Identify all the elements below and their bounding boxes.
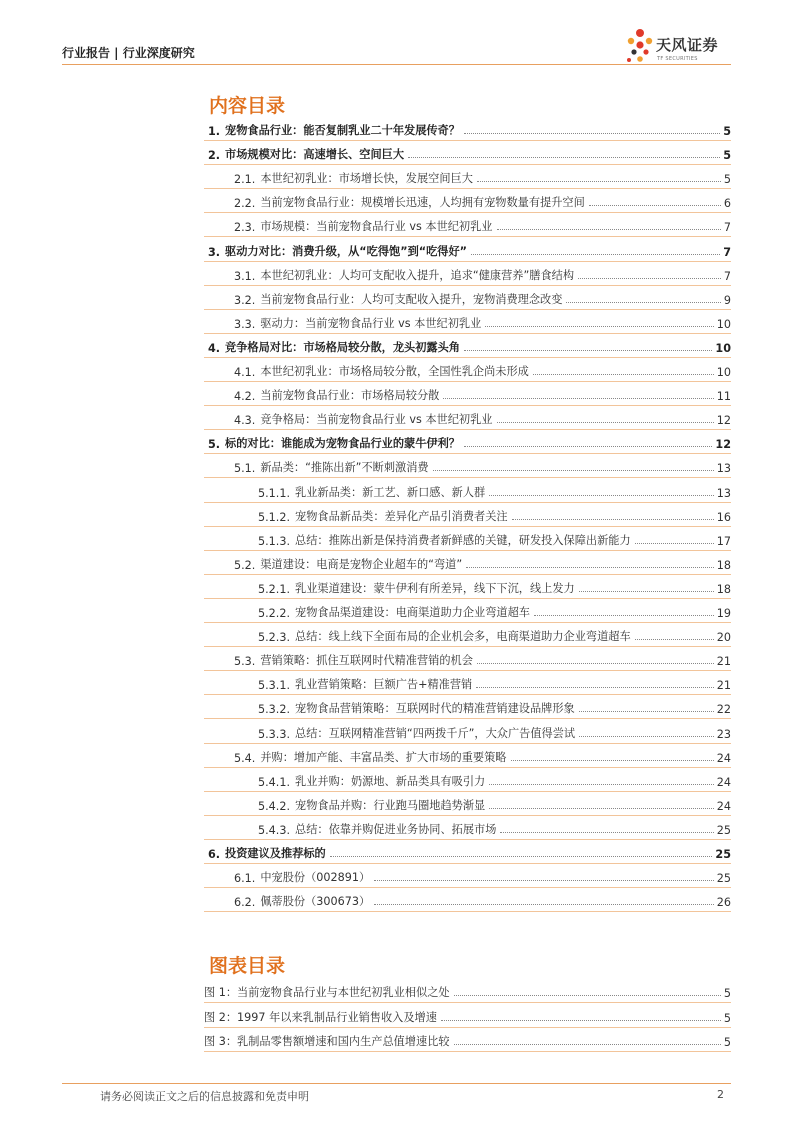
toc-entry-title: 投资建议及推荐标的: [225, 847, 326, 860]
figure-leader-dots: [441, 1020, 721, 1021]
figure-row-separator: [204, 1051, 731, 1052]
toc-row-separator: [204, 333, 731, 334]
toc-row-separator: [204, 574, 731, 575]
toc-entry-page: 12: [715, 438, 731, 452]
toc-leader-dots: [464, 446, 712, 447]
logo-text: 天风证券: [656, 36, 719, 54]
figure-list-title: 图表目录: [209, 955, 286, 977]
toc-entry[interactable]: [208, 433, 731, 451]
toc-row-separator: [204, 309, 731, 310]
toc-row-separator: [204, 767, 731, 768]
toc-entry-page: 18: [716, 582, 731, 596]
toc-entry-page: 10: [716, 317, 731, 331]
toc-entry-number: 5.3.2.: [258, 703, 291, 717]
toc-row-separator: [204, 285, 731, 286]
toc-entry-title: 标的对比：谁能成为宠物食品行业的蒙牛伊利？: [225, 437, 460, 451]
toc-row-separator: [204, 791, 731, 792]
toc-leader-dots: [443, 398, 713, 399]
toc-entry-page: 16: [716, 510, 731, 524]
toc-entry-title: 并购：增加产能、丰富品类、扩大市场的重要策略: [260, 750, 507, 764]
toc-row-separator: [204, 477, 731, 478]
toc-entry[interactable]: [234, 385, 731, 403]
toc-entry-page: 7: [723, 269, 731, 283]
toc-row-separator: [204, 188, 731, 189]
toc-entry-page: 5: [723, 173, 731, 187]
toc-entry-page: 22: [716, 703, 731, 717]
toc-leader-dots: [534, 615, 714, 616]
toc-entry-page: 21: [716, 655, 731, 669]
figure-leader-dots: [454, 1044, 721, 1045]
toc-entry-number: 5.3.3.: [258, 727, 291, 741]
toc-entry[interactable]: [208, 337, 731, 355]
toc-leader-dots: [466, 567, 714, 568]
toc-entry-title: 新品类：“推陈出新”不断刺激消费: [260, 461, 429, 475]
toc-entry-title: 总结：线上线下全面布局的企业机会多，电商渠道助力企业弯道超车: [295, 630, 631, 644]
toc-leader-dots: [476, 687, 714, 688]
logo-subtext: TF SECURITIES: [657, 56, 698, 62]
toc-entry[interactable]: [258, 795, 731, 813]
toc-entry[interactable]: [234, 891, 731, 909]
figure-entry-page: 5: [723, 1036, 731, 1049]
toc-entry-number: 5.2.: [234, 558, 256, 572]
toc-leader-dots: [566, 302, 720, 303]
toc-leader-dots: [408, 157, 720, 158]
toc-entry-number: 5.2.1.: [258, 582, 291, 596]
toc-row-separator: [204, 236, 731, 237]
toc-entry[interactable]: [258, 482, 731, 500]
toc-entry-number: 2.: [208, 149, 221, 163]
toc-entry[interactable]: [208, 144, 731, 162]
toc-entry-number: 2.1.: [234, 173, 256, 187]
toc-entry-title: 本世纪初乳业：市场增长快，发展空间巨大: [260, 172, 473, 186]
toc-row-separator: [204, 646, 731, 647]
toc-leader-dots: [464, 133, 720, 134]
toc-entry-number: 1.: [208, 125, 221, 138]
toc-entry-title: 佩蒂股份（300673）: [260, 895, 371, 909]
toc-leader-dots: [635, 543, 714, 544]
toc-row-separator: [204, 863, 731, 864]
toc-leader-dots: [497, 229, 721, 230]
figure-row-separator: [204, 1002, 731, 1003]
toc-entry-title: 总结：推陈出新是保持消费者新鲜感的关键，研发投入保障出新能力: [295, 533, 631, 547]
toc-leader-dots: [635, 639, 714, 640]
toc-entry-page: 24: [716, 799, 731, 813]
toc-entry-title: 当前宠物食品行业：市场格局较分散: [260, 389, 440, 403]
toc-leader-dots: [578, 278, 721, 279]
toc-row-separator: [204, 261, 731, 262]
toc-entry-title: 本世纪初乳业：市场格局较分散，全国性乳企尚未形成: [260, 365, 529, 378]
toc-row-separator: [204, 598, 731, 599]
toc-leader-dots: [589, 205, 721, 206]
toc-row-separator: [204, 911, 731, 912]
toc-leader-dots: [464, 350, 712, 351]
toc-entry-page: 25: [716, 872, 731, 886]
toc-entry-number: 3.2.: [234, 293, 256, 307]
toc-row-separator: [204, 140, 731, 141]
toc-row-separator: [204, 212, 731, 213]
toc-entry-title: 营销策略：抓住互联网时代精准营销的机会: [260, 654, 473, 668]
toc-leader-dots: [374, 904, 714, 905]
toc-entry-page: 7: [723, 221, 731, 235]
toc-row-separator: [204, 381, 731, 382]
toc-entry-number: 5.: [208, 438, 221, 452]
toc-entry[interactable]: [208, 843, 731, 861]
toc-entry-number: 5.2.2.: [258, 607, 291, 620]
toc-entry-title: 渠道建设：电商是宠物企业超车的“弯道”: [260, 557, 463, 571]
toc-row-separator: [204, 622, 731, 623]
toc-entry-number: 6.2.: [234, 896, 256, 910]
toc-leader-dots: [489, 495, 714, 496]
toc-entry-title: 宠物食品并购：行业跑马圈地趋势渐显: [295, 798, 486, 812]
toc-leader-dots: [330, 856, 713, 857]
toc-leader-dots: [579, 711, 714, 712]
toc-entry-page: 25: [715, 848, 731, 861]
toc-entry-page: 24: [716, 751, 731, 765]
page-number: 2: [717, 1088, 724, 1101]
toc-entry[interactable]: [234, 313, 731, 331]
toc-entry[interactable]: [258, 674, 731, 692]
toc-entry-title: 驱动力：当前宠物食品行业 vs 本世纪初乳业: [260, 316, 482, 330]
toc-entry[interactable]: [258, 723, 731, 741]
toc-entry-title: 宠物食品新品类：差异化产品引消费者关注: [295, 509, 508, 523]
toc-leader-dots: [579, 591, 714, 592]
figure-entry-page: 5: [723, 987, 731, 1000]
toc-leader-dots: [489, 808, 714, 809]
toc-entry-page: 24: [716, 775, 731, 789]
figure-entry[interactable]: [204, 982, 731, 1000]
toc-entry-number: 4.: [208, 341, 221, 355]
toc-entry[interactable]: [234, 650, 731, 668]
toc-entry-title: 乳业新品类：新工艺、新口感、新人群: [295, 485, 486, 499]
toc-row-separator: [204, 670, 731, 671]
report-category: 行业报告 | 行业深度研究: [62, 46, 195, 60]
toc-row-separator: [204, 887, 731, 888]
toc-entry-number: 5.2.3.: [258, 631, 291, 645]
figure-entry-page: 5: [723, 1011, 731, 1025]
toc-entry-number: 5.3.1.: [258, 679, 291, 693]
toc-entry-page: 13: [716, 486, 731, 500]
toc-leader-dots: [497, 422, 714, 423]
toc-entry-page: 21: [716, 679, 731, 693]
toc-entry-number: 4.3.: [234, 414, 256, 428]
toc-entry[interactable]: [258, 530, 731, 548]
toc-entry-page: 26: [716, 896, 731, 910]
toc-entry[interactable]: [234, 192, 731, 210]
toc-entry-number: 4.1.: [234, 366, 256, 379]
toc-leader-dots: [511, 760, 714, 761]
toc-leader-dots: [485, 326, 713, 327]
toc-entry-number: 3.3.: [234, 317, 256, 331]
toc-entry-number: 5.3.: [234, 655, 256, 669]
toc-entry-title: 宠物食品渠道建设：电商渠道助力企业弯道超车: [295, 606, 530, 619]
toc-entry-title: 总结：互联网精准营销“四两拨千斤”，大众广告值得尝试: [295, 726, 576, 740]
toc-leader-dots: [512, 519, 714, 520]
toc-entry-page: 25: [716, 823, 731, 837]
toc-entry-number: 5.1.2.: [258, 510, 291, 524]
toc-entry-title: 市场规模对比：高速增长、空间巨大: [225, 148, 405, 162]
figure-entry-title: 图 1：当前宠物食品行业与本世纪初乳业相似之处: [204, 986, 450, 999]
toc-entry-number: 5.4.2.: [258, 799, 291, 813]
toc-entry-title: 乳业并购：奶源地、新品类具有吸引力: [295, 774, 486, 788]
toc-leader-dots: [471, 254, 720, 255]
toc-entry-page: 17: [716, 534, 731, 548]
toc-row-separator: [204, 743, 731, 744]
toc-row-separator: [204, 694, 731, 695]
toc-entry-number: 5.1.1.: [258, 486, 291, 500]
toc-entry-number: 6.: [208, 848, 221, 861]
toc-entry[interactable]: [258, 602, 731, 620]
toc-row-separator: [204, 502, 731, 503]
toc-entry-number: 4.2.: [234, 390, 256, 404]
toc-entry-page: 6: [723, 197, 731, 211]
toc-row-separator: [204, 526, 731, 527]
toc-entry-page: 10: [716, 366, 731, 379]
toc-entry-page: 18: [716, 558, 731, 572]
toc-entry-title: 竞争格局对比：市场格局较分散，龙头初露头角: [225, 340, 460, 354]
footer-disclaimer: 请务必阅读正文之后的信息披露和免责申明: [100, 1090, 309, 1103]
toc-entry-number: 5.4.3.: [258, 823, 291, 837]
toc-entry-title: 当前宠物食品行业：规模增长迅速，人均拥有宠物数量有提升空间: [260, 196, 585, 210]
toc-entry[interactable]: [234, 265, 731, 283]
toc-entry-page: 23: [716, 727, 731, 741]
toc-entry-page: 5: [723, 125, 731, 138]
toc-entry-page: 9: [723, 293, 731, 307]
toc-entry-title: 本世纪初乳业：人均可支配收入提升，追求“健康营养”膳食结构: [260, 268, 575, 282]
toc-leader-dots: [500, 832, 713, 833]
toc-entry[interactable]: [258, 506, 731, 524]
toc-entry-title: 宠物食品行业：能否复制乳业二十年发展传奇？: [225, 124, 460, 137]
toc-entry-page: 19: [716, 607, 731, 620]
toc-entry[interactable]: [258, 578, 731, 596]
toc-leader-dots: [489, 784, 714, 785]
figure-row-separator: [204, 1027, 731, 1028]
toc-entry-number: 5.1.3.: [258, 534, 291, 548]
toc-entry-number: 3.: [208, 245, 221, 259]
figure-entry-title: 图 3：乳制品零售额增速和国内生产总值增速比较: [204, 1035, 450, 1048]
toc-entry-title: 当前宠物食品行业：人均可支配收入提升，宠物消费理念改变: [260, 292, 563, 306]
toc-leader-dots: [477, 181, 721, 182]
toc-leader-dots: [579, 736, 714, 737]
toc-entry-number: 2.2.: [234, 197, 256, 211]
toc-entry[interactable]: [258, 698, 731, 716]
toc-entry[interactable]: [258, 771, 731, 789]
toc-entry-page: 10: [715, 341, 731, 355]
toc-leader-dots: [374, 880, 714, 881]
toc-row-separator: [204, 357, 731, 358]
toc-entry[interactable]: [234, 168, 731, 186]
toc-row-separator: [204, 550, 731, 551]
toc-title: 内容目录: [209, 95, 286, 117]
toc-entry-page: 13: [716, 462, 731, 476]
toc-row-separator: [204, 839, 731, 840]
figure-leader-dots: [454, 995, 721, 996]
toc-leader-dots: [477, 663, 714, 664]
figure-entry-title: 图 2：1997 年以来乳制品行业销售收入及增速: [204, 1010, 437, 1024]
toc-entry-title: 乳业营销策略：巨额广告+精准营销: [295, 678, 473, 692]
toc-entry-title: 竞争格局：当前宠物食品行业 vs 本世纪初乳业: [260, 413, 493, 427]
toc-entry-page: 5: [723, 149, 731, 163]
toc-row-separator: [204, 164, 731, 165]
toc-entry-page: 7: [723, 245, 731, 259]
toc-row-separator: [204, 453, 731, 454]
toc-entry-number: 5.4.: [234, 751, 256, 765]
figure-entry[interactable]: [204, 1031, 731, 1049]
toc-entry[interactable]: [208, 120, 731, 138]
toc-entry-title: 总结：依靠并购促进业务协同、拓展市场: [295, 822, 497, 836]
toc-entry[interactable]: [234, 554, 731, 572]
toc-entry[interactable]: [234, 409, 731, 427]
toc-row-separator: [204, 815, 731, 816]
toc-entry-title: 宠物食品营销策略：互联网时代的精准营销建设品牌形象: [295, 702, 575, 716]
toc-entry-number: 2.3.: [234, 221, 256, 235]
toc-entry[interactable]: [208, 241, 731, 259]
toc-entry-number: 3.1.: [234, 269, 256, 283]
toc-entry[interactable]: [234, 457, 731, 475]
toc-entry-page: 12: [716, 414, 731, 428]
toc-entry[interactable]: [234, 361, 731, 379]
toc-row-separator: [204, 718, 731, 719]
toc-leader-dots: [533, 374, 714, 375]
toc-entry-title: 乳业渠道建设：蒙牛伊利有所差异，线下下沉，线上发力: [295, 581, 575, 595]
footer-rule: [62, 1083, 731, 1084]
toc-entry[interactable]: [234, 216, 731, 234]
toc-entry-title: 驱动力对比：消费升级，从“吃得饱”到“吃得好”: [225, 244, 468, 258]
toc-entry-title: 市场规模：当前宠物食品行业 vs 本世纪初乳业: [260, 220, 493, 234]
toc-entry-number: 5.4.1.: [258, 775, 291, 789]
toc-entry-number: 5.1.: [234, 462, 256, 476]
header-rule: [62, 64, 731, 65]
toc-entry-page: 11: [716, 390, 731, 404]
toc-entry[interactable]: [258, 819, 731, 837]
toc-row-separator: [204, 405, 731, 406]
toc-entry[interactable]: [234, 747, 731, 765]
toc-entry-page: 20: [716, 631, 731, 645]
toc-row-separator: [204, 429, 731, 430]
toc-entry[interactable]: [258, 626, 731, 644]
toc-entry-title: 中宠股份（002891）: [260, 871, 371, 885]
toc-entry[interactable]: [234, 867, 731, 885]
toc-entry[interactable]: [234, 289, 731, 307]
toc-entry-number: 6.1.: [234, 872, 256, 886]
figure-entry[interactable]: [204, 1007, 731, 1025]
toc-leader-dots: [433, 470, 714, 471]
